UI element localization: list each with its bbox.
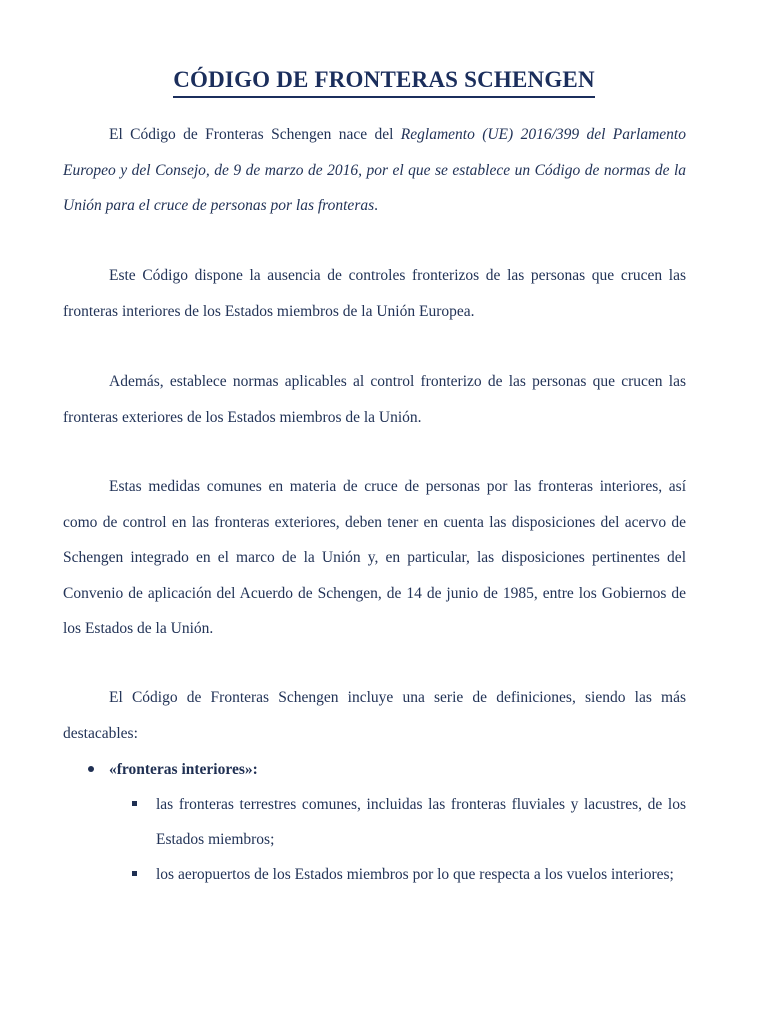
paragraph-origin-intro: El Código de Fronteras Schengen nace del [109, 126, 401, 143]
list-item [132, 857, 686, 892]
square-bullet-icon [132, 801, 137, 806]
list-item-text: las fronteras terrestres comunes, incluidas las fronteras fluviales y lacustres, de los Estados miembros; [156, 796, 686, 848]
page-title-text: CÓDIGO DE FRONTERAS SCHENGEN [173, 65, 595, 98]
bullet-dot-icon [88, 766, 94, 772]
regulation-reference: Reglamento (UE) 2016/399 del Parlamento Europeo y del Consejo, de 9 de marzo de 2016, por el que se establece un Código de normas de la Unión para el cruce de personas por las fronteras [63, 126, 686, 214]
paragraph-origin-end: . [374, 197, 379, 214]
square-bullet-icon [132, 871, 137, 876]
paragraph-definitions-intro: El Código de Fronteras Schengen incluye una serie de definiciones, siendo las más destacables: [63, 689, 686, 742]
list-item-text: los aeropuertos de los Estados miembros por lo que respecta a los vuelos interiores; [156, 866, 674, 883]
paragraph-origin [63, 117, 686, 224]
page-title [0, 58, 768, 98]
paragraph-internal-borders: Este Código dispone la ausencia de controles fronterizos de las personas que crucen las fronteras interiores de los Estados miembros de la Unión Europea. [63, 267, 686, 320]
paragraph-common-measures: Estas medidas comunes en materia de cruce de personas por las fronteras interiores, así como de control en las fronteras exteriores, deben tener en cuenta las disposiciones del acervo de Schengen integrado en el marco de la Unión y, en particular, las disposiciones pertinentes del Convenio de aplicación del Acuerdo de Schengen, de 14 de junio de 1985, entre los Gobiernos de los Estados de la Unión. [63, 478, 686, 637]
paragraph-external-borders: Además, establece normas aplicables al control fronterizo de las personas que crucen las fronteras exteriores de los Estados miembros de la Unión. [63, 373, 686, 426]
definition-term: «fronteras interiores»: [109, 761, 258, 778]
list-item [132, 787, 686, 857]
